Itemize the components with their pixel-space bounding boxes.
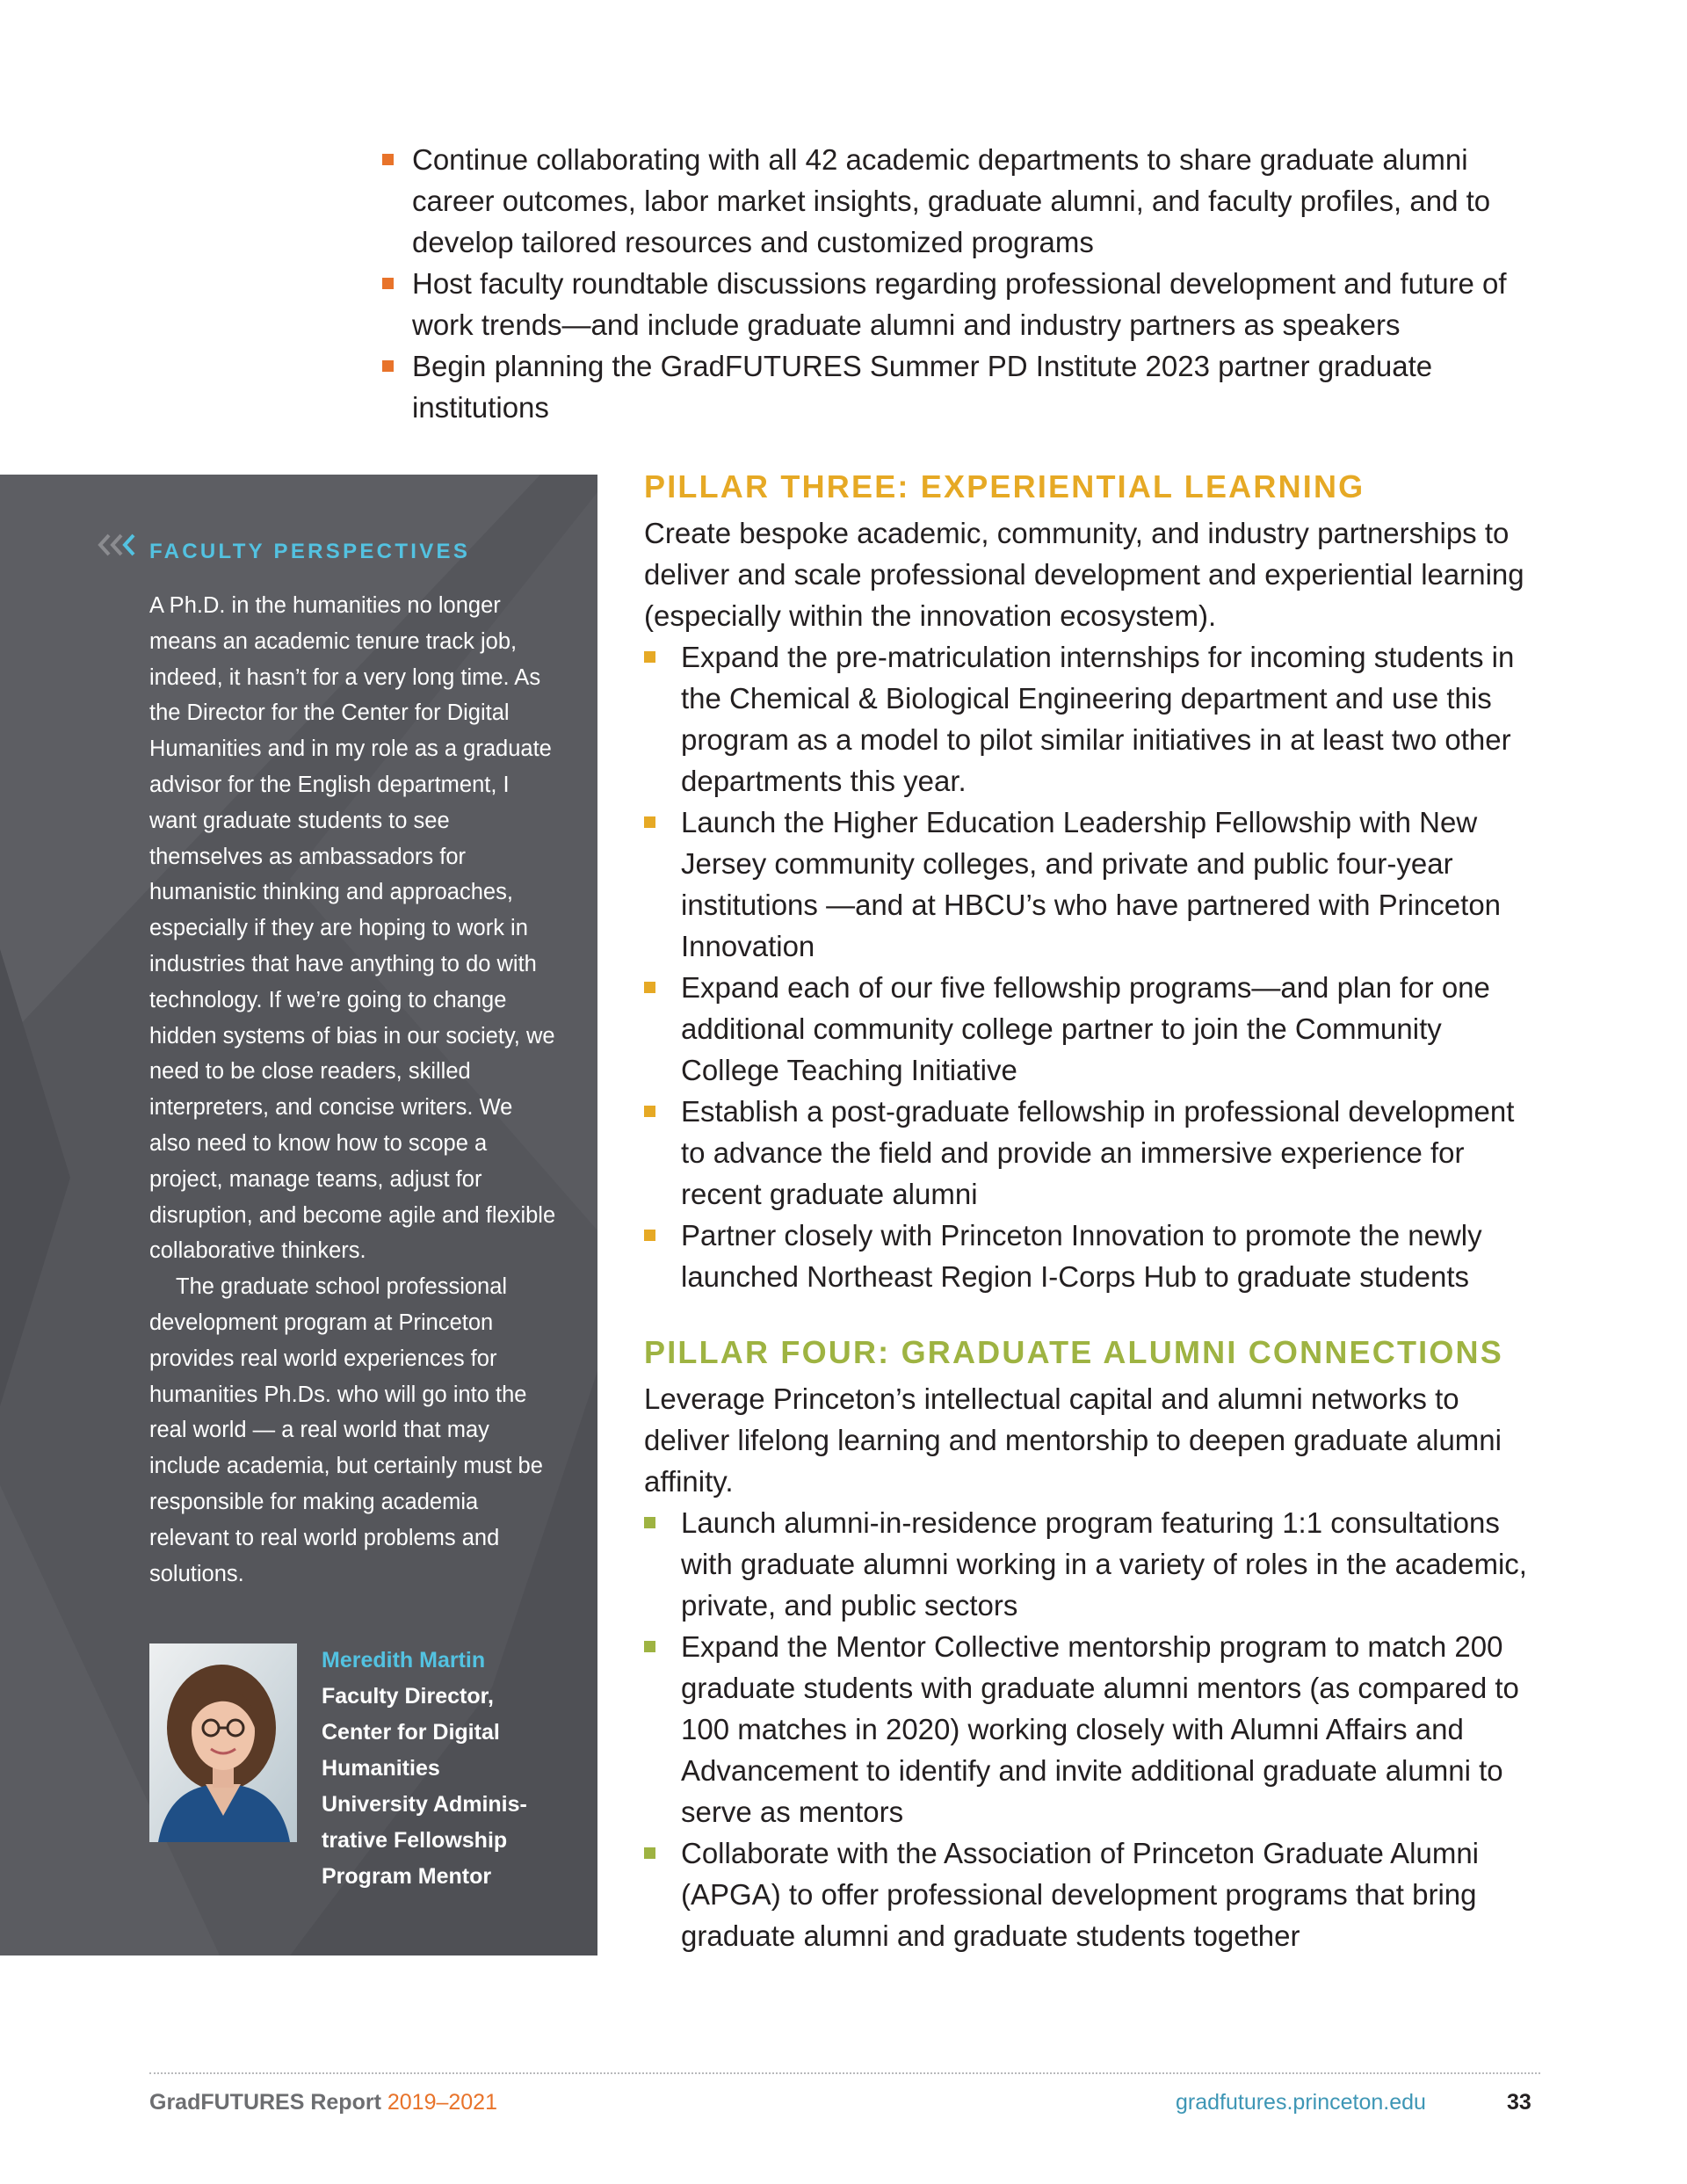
list-item: Launch alumni-in-residence program featuring 1:1 consultations with graduate alumni working in a variety of roles in the academic, private, and public sectors xyxy=(644,1502,1540,1626)
list-item: Expand the pre-matriculation internships for incoming students in the Chemical & Biological Engineering department and use this program as a model to pilot similar initiatives in at least two other departments this year. xyxy=(644,636,1540,802)
bullet-square-icon xyxy=(644,1230,655,1241)
footer-divider xyxy=(149,2072,1540,2074)
report-years: 2019–2021 xyxy=(387,2090,497,2115)
caption-line: Center for Digital xyxy=(322,1720,500,1745)
pillar-four-title: PILLAR FOUR: GRADUATE ALUMNI CONNECTIONS xyxy=(644,1334,1503,1370)
bullet-square-icon xyxy=(644,982,655,993)
pillar-three-title: PILLAR THREE: EXPERIENTIAL LEARNING xyxy=(644,468,1365,504)
list-item: Establish a post-graduate fellowship in professional development to advance the field and provide an immersive experience for recent graduate alumni xyxy=(644,1091,1540,1215)
bullet-square-icon xyxy=(644,1517,655,1528)
caption-line: Program Mentor xyxy=(322,1864,492,1889)
bullet-square-icon xyxy=(644,651,655,663)
portrait-photo xyxy=(149,1643,297,1842)
bullet-square-icon xyxy=(644,1847,655,1859)
footer-report-title xyxy=(149,2090,497,2115)
caption-line: Humanities xyxy=(322,1756,440,1781)
list-item: Begin planning the GradFUTURES Summer PD Institute 2023 partner graduate institutions xyxy=(382,345,1524,428)
bullet-square-icon xyxy=(644,1106,655,1117)
bullet-square-icon xyxy=(382,154,394,165)
bullet-square-icon xyxy=(382,278,394,289)
pillar-four-list xyxy=(644,1502,1540,1956)
faculty-perspectives-sidebar xyxy=(0,475,597,1955)
list-item: Continue collaborating with all 42 academic departments to share graduate alumni career outcomes, labor market insights, graduate alumni, and faculty profiles, and to develop tailored resources and customized programs xyxy=(382,139,1524,263)
sidebar-quote xyxy=(149,588,558,1592)
pillar-three-intro: Create bespoke academic, community, and industry partnerships to deliver and scale professional development and experiential learning (especially within the innovation ecosystem). xyxy=(644,517,1524,632)
caption-line: University Adminis- xyxy=(322,1792,527,1817)
page-number: 33 xyxy=(1507,2090,1531,2115)
caption-line: Faculty Director, xyxy=(322,1684,494,1709)
bullet-square-icon xyxy=(382,360,394,372)
bullet-square-icon xyxy=(644,816,655,828)
list-item: Expand the Mentor Collective mentorship program to match 200 graduate students with graduate alumni mentors (as compared to 100 matches in 2020) working closely with Alumni Affairs and Advancement to identify and invite additional graduate alumni to serve as mentors xyxy=(644,1626,1540,1832)
report-name: GradFUTURES Report xyxy=(149,2090,381,2115)
list-item: Partner closely with Princeton Innovation to promote the newly launched Northeast Region I-Corps Hub to graduate students xyxy=(644,1215,1540,1297)
pillar-three-list xyxy=(644,636,1540,1297)
quote-paragraph: A Ph.D. in the humanities no longer means an academic tenure track job, indeed, it hasn’t for a very long time. As the Director for the Center for Digital Humanities and in my role as a graduate advisor for the English department, I want graduate students to see themselves as ambassadors for humanistic thinking and approaches, especially if they are hoping to work in industries that have anything to do with technology. If we’re going to change hidden systems of bias in our society, we need to be close readers, skilled interpreters, and concise writers. We also need to know how to scope a project, manage teams, adjust for disruption, and become agile and flexible collaborative thinkers. xyxy=(149,593,556,1264)
top-bullet-list xyxy=(382,139,1524,428)
list-item: Expand each of our five fellowship programs—and plan for one additional community college partner to join the Community College Teaching Initiative xyxy=(644,967,1540,1091)
pillar-four-intro: Leverage Princeton’s intellectual capital and alumni networks to deliver lifelong learning and mentorship to deepen graduate alumni affinity. xyxy=(644,1382,1502,1498)
footer-url: gradfutures.princeton.edu xyxy=(1176,2090,1426,2115)
list-item: Collaborate with the Association of Princeton Graduate Alumni (APGA) to offer professional development programs that bring graduate alumni and graduate students together xyxy=(644,1832,1540,1956)
sidebar-heading: FACULTY PERSPECTIVES xyxy=(149,540,471,563)
caption-line: trative Fellowship xyxy=(322,1828,508,1853)
list-item: Host faculty roundtable discussions regarding professional development and future of work trends—and include graduate alumni and industry partners as speakers xyxy=(382,263,1524,345)
bullet-square-icon xyxy=(644,1641,655,1652)
photo-caption xyxy=(322,1643,576,1895)
double-chevron-left-icon xyxy=(95,533,141,556)
mentor-name: Meredith Martin xyxy=(322,1648,486,1672)
list-item: Launch the Higher Education Leadership Fellowship with New Jersey community colleges, and private and public four-year institutions —and at HBCU’s who have partnered with Princeton Innovation xyxy=(644,802,1540,967)
quote-paragraph: The graduate school professional development program at Princeton provides real world experiences for humanities Ph.Ds. who will go into the real world — a real world that may include academia, but certainly must be responsible for making academia relevant to real world problems and solutions. xyxy=(149,1274,543,1586)
